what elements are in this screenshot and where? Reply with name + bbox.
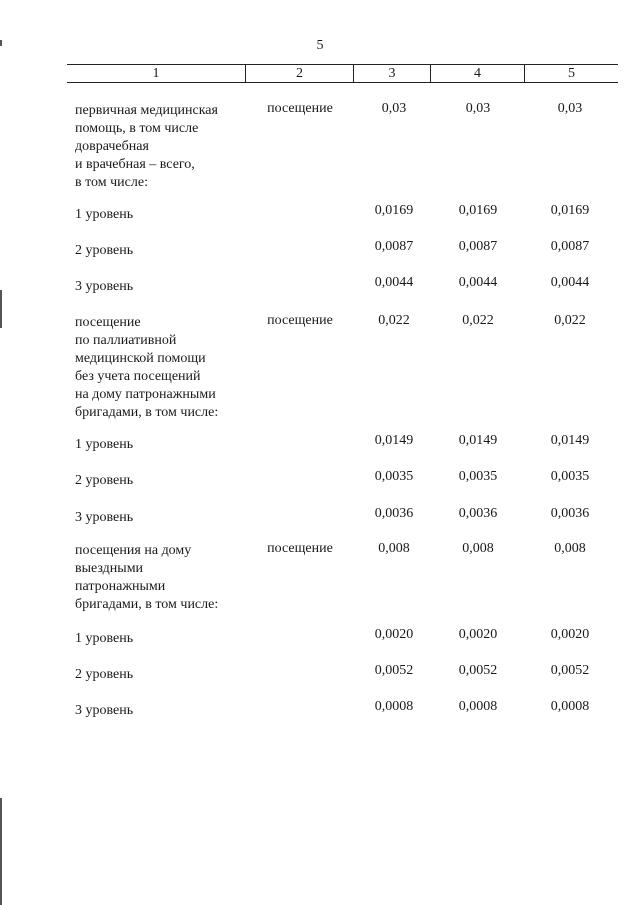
value-col-3: 0,0087 bbox=[374, 239, 414, 254]
value-col-5: 0,0020 bbox=[550, 627, 590, 642]
value-col-5: 0,0149 bbox=[550, 433, 590, 448]
value-col-3: 0,0008 bbox=[374, 699, 414, 714]
value-col-4: 0,0052 bbox=[458, 663, 498, 678]
value-col-3: 0,0169 bbox=[374, 203, 414, 218]
row-name: 2 уровень bbox=[75, 473, 134, 488]
row-unit: посещение bbox=[267, 101, 333, 116]
value-col-4: 0,022 bbox=[462, 313, 494, 328]
row-name: посещение по паллиативной медицинской помощи без учета посещений на дому патронажными бригадами, в том числе: bbox=[75, 315, 219, 420]
value-col-4: 0,0044 bbox=[458, 275, 498, 290]
page-number: 5 bbox=[316, 38, 324, 53]
value-col-3: 0,0052 bbox=[374, 663, 414, 678]
row-unit: посещение bbox=[267, 313, 333, 328]
row-name: 3 уровень bbox=[75, 703, 134, 718]
value-col-3: 0,03 bbox=[381, 101, 407, 116]
value-col-3: 0,0020 bbox=[374, 627, 414, 642]
row-name: 1 уровень bbox=[75, 437, 134, 452]
row-name: 2 уровень bbox=[75, 667, 134, 682]
value-col-5: 0,0044 bbox=[550, 275, 590, 290]
value-col-5: 0,0035 bbox=[550, 469, 590, 484]
header-col-5: 5 bbox=[568, 66, 575, 81]
header-col-3: 3 bbox=[354, 65, 431, 82]
row-name: первичная медицинская помощь, в том числе доврачебная и врачебная – всего, в том числе: bbox=[75, 103, 218, 190]
row-unit: посещение bbox=[267, 541, 333, 556]
value-col-4: 0,0036 bbox=[458, 506, 498, 521]
header-col-2: 2 bbox=[246, 65, 354, 82]
row-name: 1 уровень bbox=[75, 631, 134, 646]
value-col-3: 0,0044 bbox=[374, 275, 414, 290]
value-col-4: 0,0087 bbox=[458, 239, 498, 254]
value-col-5: 0,0052 bbox=[550, 663, 590, 678]
value-col-5: 0,008 bbox=[554, 541, 586, 556]
value-col-5: 0,0036 bbox=[550, 506, 590, 521]
value-col-4: 0,03 bbox=[465, 101, 491, 116]
table-header bbox=[67, 64, 618, 83]
value-col-5: 0,0008 bbox=[550, 699, 590, 714]
value-col-4: 0,0149 bbox=[458, 433, 498, 448]
row-name: 1 уровень bbox=[75, 207, 134, 222]
value-col-3: 0,0036 bbox=[374, 506, 414, 521]
value-col-5: 0,0169 bbox=[550, 203, 590, 218]
value-col-5: 0,0087 bbox=[550, 239, 590, 254]
value-col-5: 0,03 bbox=[557, 101, 583, 116]
value-col-4: 0,0169 bbox=[458, 203, 498, 218]
header-col-4: 4 bbox=[431, 65, 525, 82]
scan-artifact bbox=[0, 40, 2, 46]
value-col-3: 0,0149 bbox=[374, 433, 414, 448]
value-col-4: 0,008 bbox=[462, 541, 494, 556]
row-name: 3 уровень bbox=[75, 279, 134, 294]
scan-artifact bbox=[0, 290, 2, 328]
value-col-3: 0,022 bbox=[378, 313, 410, 328]
value-col-3: 0,008 bbox=[378, 541, 410, 556]
row-name: посещения на дому выездными патронажными бригадами, в том числе: bbox=[75, 543, 219, 612]
value-col-4: 0,0008 bbox=[458, 699, 498, 714]
value-col-3: 0,0035 bbox=[374, 469, 414, 484]
value-col-4: 0,0020 bbox=[458, 627, 498, 642]
row-name: 3 уровень bbox=[75, 510, 134, 525]
header-col-1: 1 bbox=[67, 65, 246, 82]
value-col-4: 0,0035 bbox=[458, 469, 498, 484]
scan-artifact bbox=[0, 798, 2, 905]
value-col-5: 0,022 bbox=[554, 313, 586, 328]
row-name: 2 уровень bbox=[75, 243, 134, 258]
